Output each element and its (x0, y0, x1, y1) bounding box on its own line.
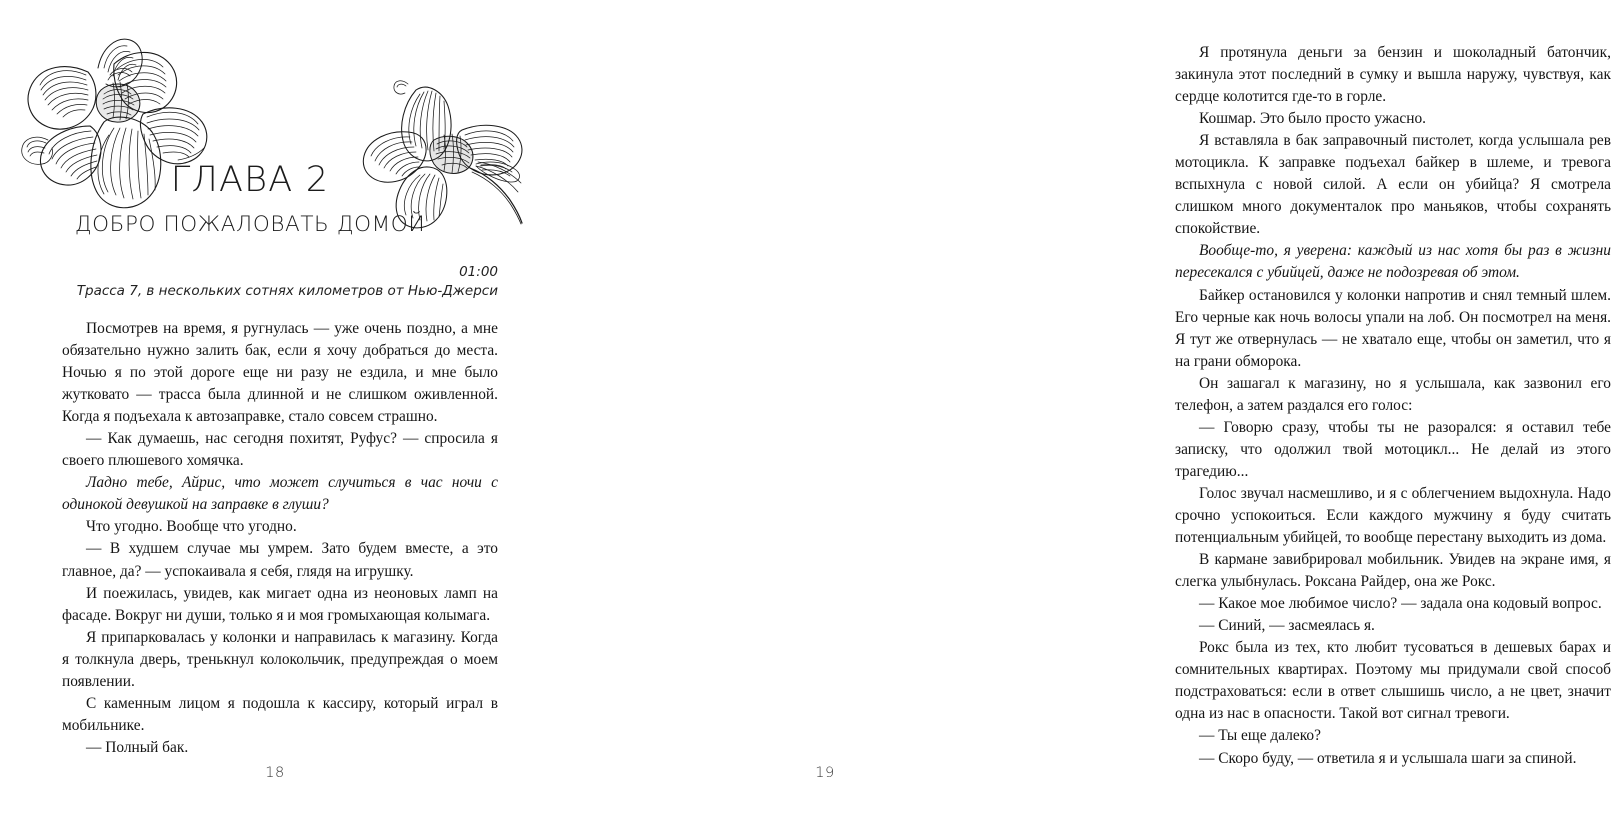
paragraph: Он зашагал к магазину, но я услышала, как зазвонил его телефон, а затем раздался его голос: (1175, 374, 1611, 414)
paragraph: Вообще-то, я уверена: каждый из нас хотя бы раз в жизни пересекался с убийцей, даже не подозревая об этом. (1175, 242, 1611, 282)
paragraph: — Полный бак. (86, 738, 189, 756)
paragraph: — Скоро буду, — ответила я и услышала шаги за спиной. (1199, 749, 1577, 767)
paragraph: Ладно тебе, Айрис, что может случиться в час ночи с одинокой девушкой на заправке в глуши? (62, 474, 498, 514)
chapter-subtitle: ДОБРО ПОЖАЛОВАТЬ ДОМОЙ (74, 212, 426, 237)
right-page (550, 0, 1611, 825)
chapter-title: ГЛАВА 2 (170, 160, 330, 200)
paragraph: Что угодно. Вообще что угодно. (86, 518, 297, 536)
paragraph: Я протянула деньги за бензин и шоколадный батончик, закинула этот последний в сумку и вышла наружу, чувствуя, как сердце колотится где-то в горле. (1175, 44, 1611, 106)
paragraph: — В худшем случае мы умрем. Зато будем вместе, а это главное, да? — успокаивала я себя, глядя на игрушку. (62, 540, 498, 580)
paragraph: Посмотрев на время, я ругнулась — уже очень поздно, а мне обязательно нужно залить бак, если я хочу добраться до места. Ночью я по этой дороге еще ни разу не ездила, и мне было жутковато — трасса была длинной и не слишком оживленной. Когда я подъехала к автозаправке, стало совсем страшно. (62, 320, 498, 426)
paragraph: Я вставляла в бак заправочный пистолет, когда услышала рев мотоцикла. К заправке подъехал байкер в шлеме, и тревога вспыхнула с новой силой. А если он убийца? Я смотрела слишком много документалок про маньяков, чтобы сохранять спокойствие. (1175, 132, 1611, 238)
paragraph: — Говорю сразу, чтобы ты не разорался: я оставил тебе записку, что одолжил твой мотоцикл... Не делай из этого трагедию... (1175, 418, 1611, 480)
paragraph: Кошмар. Это было просто ужасно. (1199, 110, 1426, 128)
paragraph: Я припарковалась у колонки и направилась к магазину. Когда я толкнула дверь, тренькнул колокольчик, предупреждая о моем появлении. (62, 628, 498, 690)
paragraph: С каменным лицом я подошла к кассиру, который играл в мобильнике. (62, 694, 498, 734)
paragraph: Байкер остановился у колонки напротив и снял темный шлем. Его черные как ночь волосы упали на лоб. Он посмотрел на меня. Я тут же отвернулась — не хватало еще, чтобы он заметил, что я на грани обморока. (1175, 286, 1611, 370)
iris-flower-secondary-icon (358, 78, 558, 233)
right-page-body-text (1175, 42, 1611, 770)
paragraph: — Синий, — засмеялась я. (1199, 617, 1375, 635)
paragraph: — Ты еще далеко? (1199, 727, 1321, 745)
paragraph: В кармане завибрировал мобильник. Увидев на экране имя, я слегка улыбнулась. Роксана Райдер, она же Рокс. (1175, 551, 1611, 591)
scene-timestamp: 01:00 (459, 264, 498, 280)
left-page (0, 0, 550, 825)
paragraph: И поежилась, увидев, как мигает одна из неоновых ламп на фасаде. Вокруг ни души, только я и моя громыхающая колымага. (62, 584, 498, 624)
paragraph: — Как думаешь, нас сегодня похитят, Руфус? — спросила я своего плюшевого хомячка. (62, 430, 498, 470)
paragraph: Голос звучал насмешливо, и я с облегчением выдохнула. Надо срочно успокоиться. Если каждого мужчину я буду считать потенциальным убийцей, то вообще перестану выходить из дома. (1175, 484, 1611, 547)
paragraph: Рокс была из тех, кто любит тусоваться в дешевых барах и сомнительных квартирах. Поэтому мы придумали свой способ подстраховаться: если в ответ слышишь число, а не цвет, значит одна из нас в опасности. Такой вот сигнал тревоги. (1175, 639, 1611, 723)
left-page-body-text (62, 318, 498, 759)
scene-location: Трасса 7, в нескольких сотнях километров от Нью-Джерси (76, 283, 498, 299)
page-number-left: 18 (265, 765, 285, 781)
paragraph: — Какое мое любимое число? — задала она кодовый вопрос. (1199, 595, 1602, 613)
page-number-right: 19 (815, 765, 835, 781)
chapter-header (0, 0, 550, 310)
